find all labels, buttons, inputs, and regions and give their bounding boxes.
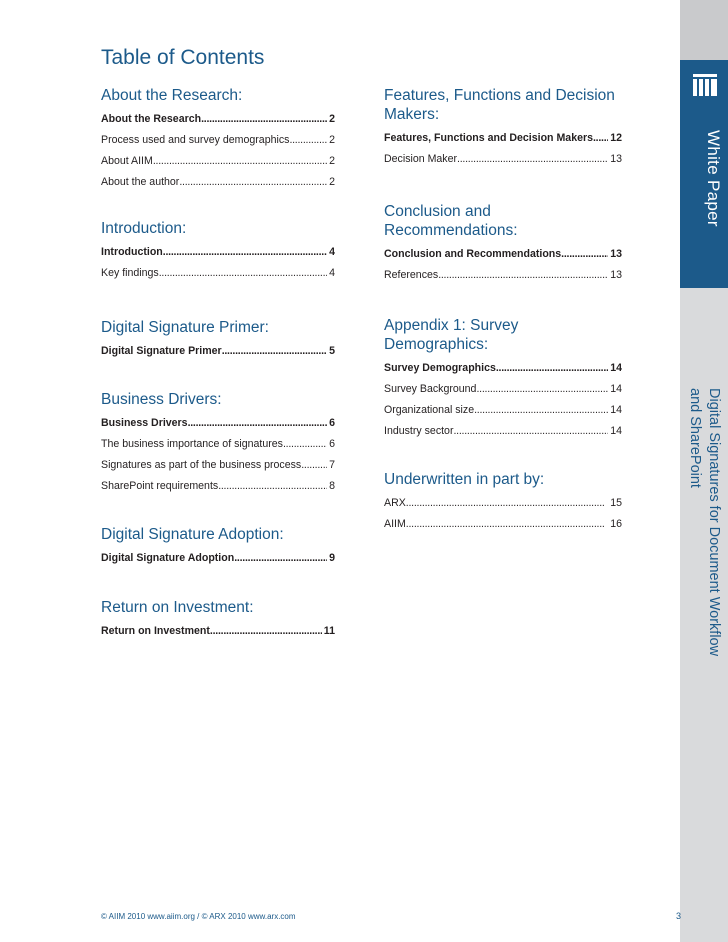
toc-entry[interactable] [101, 341, 335, 362]
toc-section [101, 390, 335, 497]
toc-section [384, 86, 622, 170]
toc-entry-title: Organizational size [384, 404, 475, 416]
toc-entry-page: 2 [329, 113, 335, 125]
toc-entry-page: 14 [610, 383, 622, 395]
dot-leader [188, 413, 328, 434]
toc-entry[interactable] [384, 244, 622, 265]
toc-entry-title: AIIM [384, 518, 406, 530]
toc-entry-page: 5 [329, 345, 335, 357]
toc-section-title: Features, Functions and Decision Makers: [384, 87, 615, 123]
toc-section-title: Business Drivers: [101, 391, 222, 408]
toc-entry[interactable] [384, 265, 622, 286]
dot-leader [210, 621, 322, 642]
toc-section-title: Return on Investment: [101, 599, 254, 616]
toc-section [101, 318, 335, 362]
toc-entry-page: 9 [329, 552, 335, 564]
page-number: 3 [676, 911, 682, 921]
toc-entry-page: 4 [329, 267, 335, 279]
toc-entry-page: 14 [610, 425, 622, 437]
dot-leader [453, 421, 608, 442]
dot-leader [438, 265, 608, 286]
toc-entry-title: Process used and survey demographics [101, 134, 290, 146]
toc-entry[interactable] [384, 149, 622, 170]
toc-entry-page: 2 [329, 155, 335, 167]
toc-entry[interactable] [384, 358, 622, 379]
aiim-logo-icon [690, 70, 720, 100]
toc-entry-title: The business importance of signatures [101, 438, 283, 450]
dot-leader [201, 109, 327, 130]
toc-entry[interactable] [101, 263, 335, 284]
toc-section [384, 316, 622, 442]
toc-entry[interactable] [384, 421, 622, 442]
toc-entry[interactable] [101, 413, 335, 434]
toc-section-title: Conclusion and Recommendations: [384, 203, 518, 239]
toc-entry-title: Survey Background [384, 383, 477, 395]
document-title [685, 388, 723, 656]
toc-entry[interactable] [101, 130, 335, 151]
white-paper-label: White Paper [704, 130, 723, 227]
toc-entry-title: Return on Investment [101, 625, 210, 637]
toc-entry[interactable] [101, 242, 335, 263]
sidebar-top-band [680, 0, 728, 60]
toc-entry-title: Decision Maker [384, 153, 458, 165]
toc-entry-page: 2 [329, 134, 335, 146]
toc-entry-title: About the author [101, 176, 180, 188]
toc-entry[interactable] [101, 151, 335, 172]
dot-leader [406, 514, 608, 535]
toc-section [384, 202, 622, 286]
toc-section-title: Underwritten in part by: [384, 471, 545, 488]
dot-leader [283, 434, 327, 455]
toc-entry[interactable] [384, 400, 622, 421]
dot-leader [179, 172, 327, 193]
toc-entry[interactable] [384, 493, 622, 514]
toc-entry-page: 16 [610, 518, 622, 530]
dot-leader [234, 548, 327, 569]
toc-section-title: Digital Signature Primer: [101, 319, 269, 336]
toc-section-title: Digital Signature Adoption: [101, 526, 284, 543]
toc-entry-page: 13 [610, 269, 622, 281]
toc-entry-title: Signatures as part of the business process [101, 459, 302, 471]
toc-entry-page: 14 [610, 362, 622, 374]
dot-leader [301, 455, 327, 476]
toc-section-title: About the Research: [101, 87, 243, 104]
dot-leader [457, 149, 608, 170]
dot-leader [163, 242, 327, 263]
toc-entry-page: 15 [610, 497, 622, 509]
toc-entry-page: 2 [329, 176, 335, 188]
toc-section [101, 86, 335, 193]
dot-leader [159, 263, 327, 284]
toc-entry-page: 7 [329, 459, 335, 471]
toc-entry[interactable] [101, 621, 335, 642]
document-title-line-2: and SharePoint [687, 388, 703, 488]
toc-entry-page: 6 [329, 438, 335, 450]
toc-entry-title: Digital Signature Primer [101, 345, 222, 357]
dot-leader [218, 476, 327, 497]
dot-leader [561, 244, 608, 265]
toc-entry-title: Survey Demographics [384, 362, 496, 374]
toc-section [101, 525, 335, 569]
toc-entry[interactable] [101, 109, 335, 130]
toc-entry[interactable] [101, 172, 335, 193]
dot-leader [222, 341, 327, 362]
toc-entry[interactable] [384, 514, 622, 535]
dot-leader [474, 400, 608, 421]
toc-section-title: Appendix 1: Survey Demographics: [384, 317, 519, 353]
toc-entry[interactable] [101, 434, 335, 455]
toc-entry-page: 13 [610, 248, 622, 260]
dot-leader [476, 379, 608, 400]
toc-entry-title: Business Drivers [101, 417, 188, 429]
toc-entry-page: 4 [329, 246, 335, 258]
toc-entry-title: Introduction [101, 246, 163, 258]
toc-section [384, 470, 622, 535]
toc-entry-page: 14 [610, 404, 622, 416]
document-title-line-1: Digital Signatures for Document Workflow [706, 388, 722, 657]
dot-leader [153, 151, 327, 172]
toc-entry-page: 13 [610, 153, 622, 165]
toc-entry-title: Industry sector [384, 425, 454, 437]
toc-entry[interactable] [384, 379, 622, 400]
toc-entry-title: References [384, 269, 439, 281]
dot-leader [406, 493, 608, 514]
toc-entry-title: ARX [384, 497, 406, 509]
footer-copyright: © AIIM 2010 www.aiim.org / © ARX 2010 www.arx.com [101, 912, 296, 921]
toc-entry-title: Conclusion and Recommendations [384, 248, 562, 260]
toc-section [101, 598, 335, 642]
page-title: Table of Contents [101, 46, 265, 69]
toc-entry[interactable] [101, 548, 335, 569]
toc-entry[interactable] [101, 476, 335, 497]
toc-entry-title: About the Research [101, 113, 202, 125]
dot-leader [289, 130, 327, 151]
toc-entry-page: 11 [323, 625, 335, 637]
dot-leader [496, 358, 608, 379]
toc-entry-title: SharePoint requirements [101, 480, 219, 492]
toc-entry-title: Features, Functions and Decision Makers [384, 132, 593, 144]
toc-entry-title: Key findings [101, 267, 159, 279]
toc-entry[interactable] [101, 455, 335, 476]
toc-entry-title: Digital Signature Adoption [101, 552, 235, 564]
toc-section-title: Introduction: [101, 220, 187, 237]
toc-entry-page: 12 [610, 132, 622, 144]
toc-entry[interactable] [384, 128, 622, 149]
toc-entry-page: 6 [329, 417, 335, 429]
toc-entry-page: 8 [329, 480, 335, 492]
toc-section [101, 219, 335, 284]
toc-entry-title: About AIIM [101, 155, 153, 167]
dot-leader [593, 128, 608, 149]
